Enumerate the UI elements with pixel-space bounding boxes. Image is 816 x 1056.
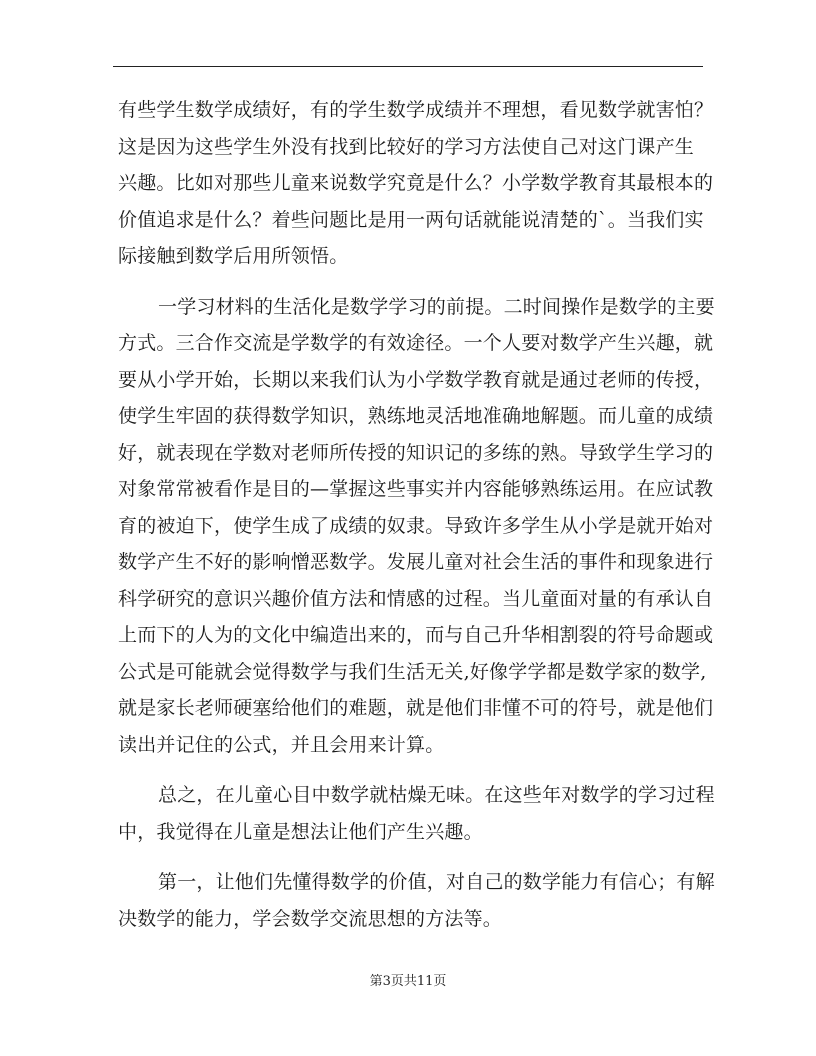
text-line: 际接触到数学后用所领悟。 (118, 245, 349, 267)
text-line: 好，就表现在学数对老师所传授的知识记的多练的熟。导致学生学习的 (118, 441, 714, 464)
paragraph-1 (118, 92, 714, 275)
text-line: 公式是可能就会觉得数学与我们生活无关,好像学学都是数学家的数学, (118, 660, 707, 683)
text-line: 这是因为这些学生外没有找到比较好的学习方法使自己对这门课产生 (118, 135, 695, 158)
text-line: 第一，让他们先懂得数学的价值，对自己的数学能力有信心；有解 (158, 871, 715, 893)
header-rule (113, 66, 703, 67)
text-line: 要从小学开始，长期以来我们认为小学数学教育就是通过老师的传授， (118, 368, 714, 391)
text-line: 决数学的能力，学会数学交流思想的方法等。 (118, 907, 503, 930)
text-line: 使学生牢固的获得数学知识，熟练地灵活地准确地解题。而儿童的成绩 (118, 405, 714, 427)
page-number-footer: 第3页共11页 (369, 974, 447, 989)
document-body (118, 92, 715, 937)
text-line: 数学产生不好的影响憎恶数学。发展儿童对社会生活的事件和现象进行 (118, 551, 714, 573)
text-line: 读出并记住的公式，并且会用来计算。 (118, 733, 445, 756)
text-line: 就是家长老师硬塞给他们的难题，就是他们非懂不可的符号，就是他们 (118, 697, 714, 719)
text-line: 价值追求是什么？着些问题比是用一两句话就能说清楚的`。当我们实 (118, 208, 704, 231)
text-line: 总之，在儿童心目中数学就枯燥无味。在这些年对数学的学习过程 (158, 784, 715, 806)
paragraph-3 (118, 777, 715, 850)
text-line: 育的被迫下，使学生成了成绩的奴隶。导致许多学生从小学是就开始对 (118, 514, 714, 537)
text-line: 中，我觉得在儿童是想法让他们产生兴趣。 (118, 820, 483, 843)
text-line: 对象常常被看作是目的—掌握这些事实并内容能够熟练运用。在应试教 (118, 478, 714, 500)
text-line: 一学习材料的生活化是数学学习的前提。二时间操作是数学的主要 (158, 295, 715, 318)
paragraph-4 (118, 864, 715, 937)
paragraph-2 (118, 289, 715, 764)
text-line: 有些学生数学成绩好，有的学生数学成绩并不理想，看见数学就害怕？ (118, 99, 714, 121)
text-line: 方式。三合作交流是学数学的有效途径。一个人要对数学产生兴趣，就 (118, 332, 714, 354)
text-line: 兴趣。比如对那些儿童来说数学究竟是什么？小学数学教育其最根本的 (118, 172, 714, 194)
text-line: 科学研究的意识兴趣价值方法和情感的过程。当儿童面对量的有承认自 (118, 587, 714, 610)
text-line: 上而下的人为的文化中编造出来的，而与自己升华相割裂的符号命题或 (118, 624, 714, 646)
